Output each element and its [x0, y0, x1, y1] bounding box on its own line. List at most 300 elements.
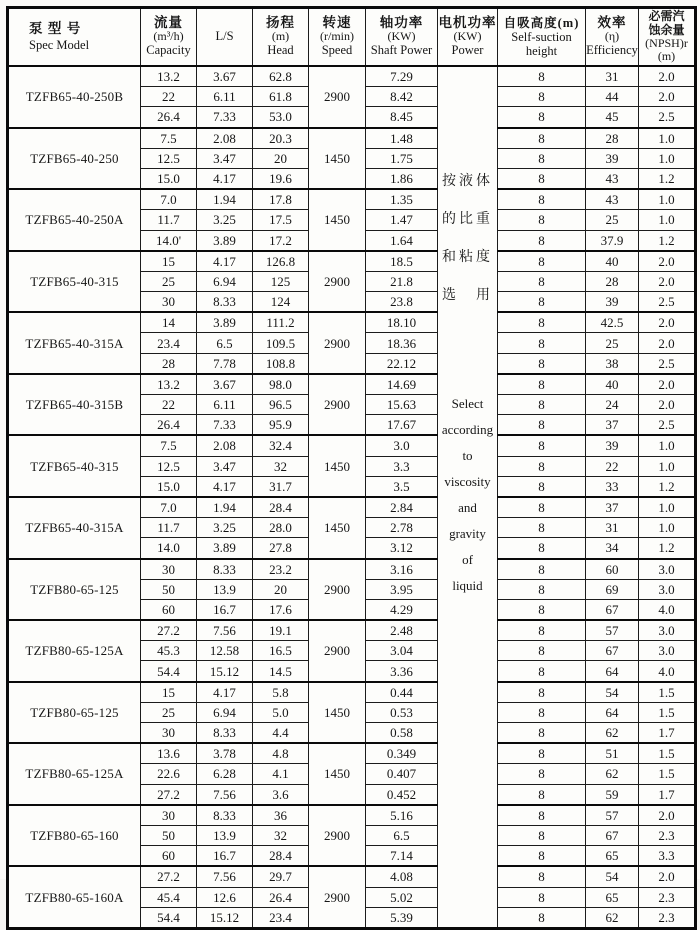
capacity-cell: 22: [141, 395, 197, 415]
shaft-power-cell: 14.69: [366, 374, 438, 395]
speed-cell: 1450: [309, 743, 366, 805]
suction-cell: 8: [498, 825, 586, 845]
efficiency-cell: 40: [586, 251, 639, 272]
head-cell: 53.0: [253, 107, 309, 128]
suction-cell: 8: [498, 887, 586, 907]
efficiency-cell: 39: [586, 292, 639, 313]
efficiency-cell: 65: [586, 887, 639, 907]
head-cell: 20.3: [253, 128, 309, 149]
capacity-cell: 12.5: [141, 456, 197, 476]
header-head: [253, 8, 309, 67]
npsh-cell: 1.0: [639, 189, 696, 210]
shaft-power-cell: 0.349: [366, 743, 438, 764]
ls-cell: 4.17: [197, 251, 253, 272]
npsh-cell: 2.0: [639, 805, 696, 826]
motor-note-line: liquid: [452, 578, 483, 593]
npsh-cell: 1.0: [639, 435, 696, 456]
ls-cell: 13.9: [197, 825, 253, 845]
head-cell: 3.6: [253, 784, 309, 805]
shaft-power-cell: 0.53: [366, 702, 438, 722]
suction-cell: 8: [498, 107, 586, 128]
ls-cell: 2.08: [197, 128, 253, 149]
capacity-cell: 50: [141, 579, 197, 599]
npsh-cell: 1.5: [639, 764, 696, 784]
speed-cell: 1450: [309, 497, 366, 559]
efficiency-cell: 67: [586, 599, 639, 620]
header-model-cn: 泵 型 号: [29, 20, 82, 36]
capacity-cell: 7.0: [141, 189, 197, 210]
capacity-cell: 27.2: [141, 866, 197, 887]
capacity-cell: 13.2: [141, 66, 197, 87]
capacity-cell: 25: [141, 702, 197, 722]
efficiency-cell: 62: [586, 907, 639, 928]
header-eff-en: Efficiency: [586, 43, 638, 58]
pump-spec-table: [6, 6, 697, 930]
head-cell: 4.1: [253, 764, 309, 784]
suction-cell: 8: [498, 148, 586, 168]
header-npsh-l1: 必需汽: [648, 9, 685, 24]
model-cell: TZFB65-40-250B: [8, 66, 141, 128]
shaft-power-cell: 4.29: [366, 599, 438, 620]
ls-cell: 16.7: [197, 599, 253, 620]
shaft-power-cell: 3.36: [366, 661, 438, 682]
speed-cell: 2900: [309, 66, 366, 128]
suction-cell: 8: [498, 620, 586, 641]
model-cell: TZFB80-65-125: [8, 559, 141, 621]
shaft-power-cell: 21.8: [366, 271, 438, 291]
suction-cell: 8: [498, 599, 586, 620]
model-cell: TZFB65-40-250A: [8, 189, 141, 251]
header-motor-unit: (KW): [453, 29, 482, 44]
header-suction-en1: Self-suction: [511, 30, 572, 44]
npsh-cell: 1.2: [639, 538, 696, 559]
head-cell: 23.4: [253, 907, 309, 928]
efficiency-cell: 54: [586, 682, 639, 703]
capacity-cell: 25: [141, 271, 197, 291]
motor-note-line: 按液体: [442, 174, 493, 189]
capacity-cell: 30: [141, 559, 197, 580]
efficiency-cell: 25: [586, 210, 639, 230]
head-cell: 19.6: [253, 168, 309, 189]
model-cell: TZFB65-40-250: [8, 128, 141, 190]
efficiency-cell: 59: [586, 784, 639, 805]
header-suction: [498, 8, 586, 67]
ls-cell: 8.33: [197, 559, 253, 580]
shaft-power-cell: 0.452: [366, 784, 438, 805]
ls-cell: 8.33: [197, 805, 253, 826]
efficiency-cell: 28: [586, 271, 639, 291]
capacity-cell: 45.4: [141, 887, 197, 907]
header-npsh: [639, 8, 696, 67]
suction-cell: 8: [498, 230, 586, 251]
capacity-cell: 13.6: [141, 743, 197, 764]
head-cell: 5.8: [253, 682, 309, 703]
ls-cell: 4.17: [197, 682, 253, 703]
header-speed-en: Speed: [321, 43, 353, 58]
speed-cell: 2900: [309, 805, 366, 867]
head-cell: 28.4: [253, 497, 309, 518]
table-header: [8, 8, 696, 67]
suction-cell: 8: [498, 805, 586, 826]
header-npsh-l4: (m): [657, 49, 676, 64]
ls-cell: 1.94: [197, 189, 253, 210]
npsh-cell: 2.0: [639, 866, 696, 887]
capacity-cell: 28: [141, 353, 197, 374]
head-cell: 32.4: [253, 435, 309, 456]
header-ls: [197, 8, 253, 67]
ls-cell: 6.94: [197, 271, 253, 291]
suction-cell: 8: [498, 415, 586, 436]
ls-cell: 2.08: [197, 435, 253, 456]
efficiency-cell: 31: [586, 66, 639, 87]
shaft-power-cell: 1.64: [366, 230, 438, 251]
suction-cell: 8: [498, 579, 586, 599]
shaft-power-cell: 22.12: [366, 353, 438, 374]
suction-cell: 8: [498, 435, 586, 456]
ls-cell: 7.56: [197, 866, 253, 887]
head-cell: 108.8: [253, 353, 309, 374]
ls-cell: 13.9: [197, 579, 253, 599]
motor-note-chinese: [438, 67, 497, 315]
capacity-cell: 12.5: [141, 148, 197, 168]
shaft-power-cell: 5.39: [366, 907, 438, 928]
ls-cell: 6.5: [197, 333, 253, 353]
shaft-power-cell: 3.12: [366, 538, 438, 559]
suction-cell: 8: [498, 641, 586, 661]
speed-cell: 2900: [309, 312, 366, 374]
table-row: [8, 374, 696, 395]
suction-cell: 8: [498, 66, 586, 87]
head-cell: 20: [253, 579, 309, 599]
shaft-power-cell: 1.75: [366, 148, 438, 168]
capacity-cell: 11.7: [141, 518, 197, 538]
head-cell: 19.1: [253, 620, 309, 641]
npsh-cell: 2.3: [639, 907, 696, 928]
model-cell: TZFB65-40-315: [8, 251, 141, 313]
ls-cell: 8.33: [197, 292, 253, 313]
shaft-power-cell: 15.63: [366, 395, 438, 415]
table-row: [8, 66, 696, 87]
table-row: [8, 805, 696, 826]
head-cell: 32: [253, 456, 309, 476]
suction-cell: 8: [498, 312, 586, 333]
npsh-cell: 1.7: [639, 723, 696, 744]
capacity-cell: 15: [141, 682, 197, 703]
ls-cell: 3.47: [197, 148, 253, 168]
shaft-power-cell: 1.48: [366, 128, 438, 149]
efficiency-cell: 62: [586, 764, 639, 784]
header-shaft-en: Shaft Power: [370, 43, 433, 58]
efficiency-cell: 39: [586, 435, 639, 456]
ls-cell: 3.67: [197, 66, 253, 87]
shaft-power-cell: 18.5: [366, 251, 438, 272]
speed-cell: 1450: [309, 189, 366, 251]
capacity-cell: 23.4: [141, 333, 197, 353]
npsh-cell: 2.5: [639, 353, 696, 374]
table-row: [8, 312, 696, 333]
efficiency-cell: 57: [586, 620, 639, 641]
suction-cell: 8: [498, 189, 586, 210]
head-cell: 124: [253, 292, 309, 313]
head-cell: 23.2: [253, 559, 309, 580]
npsh-cell: 2.0: [639, 87, 696, 107]
shaft-power-cell: 7.14: [366, 846, 438, 867]
ls-cell: 3.78: [197, 743, 253, 764]
header-ls-label: L/S: [215, 29, 234, 44]
npsh-cell: 1.0: [639, 497, 696, 518]
npsh-cell: 2.0: [639, 66, 696, 87]
efficiency-cell: 54: [586, 866, 639, 887]
head-cell: 28.0: [253, 518, 309, 538]
capacity-cell: 15: [141, 251, 197, 272]
efficiency-cell: 34: [586, 538, 639, 559]
head-cell: 61.8: [253, 87, 309, 107]
suction-cell: 8: [498, 538, 586, 559]
npsh-cell: 2.5: [639, 107, 696, 128]
efficiency-cell: 62: [586, 723, 639, 744]
table-row: [8, 620, 696, 641]
npsh-cell: 2.3: [639, 825, 696, 845]
ls-cell: 7.56: [197, 620, 253, 641]
npsh-cell: 2.0: [639, 333, 696, 353]
npsh-cell: 3.3: [639, 846, 696, 867]
capacity-cell: 14.0': [141, 230, 197, 251]
speed-cell: 2900: [309, 620, 366, 682]
head-cell: 4.8: [253, 743, 309, 764]
table-row: [8, 682, 696, 703]
capacity-cell: 60: [141, 599, 197, 620]
speed-cell: 2900: [309, 251, 366, 313]
table-body: [8, 66, 696, 928]
npsh-cell: 2.0: [639, 395, 696, 415]
capacity-cell: 27.2: [141, 784, 197, 805]
head-cell: 28.4: [253, 846, 309, 867]
header-eff-cn: 效率: [597, 14, 627, 30]
efficiency-cell: 42.5: [586, 312, 639, 333]
suction-cell: 8: [498, 846, 586, 867]
table-row: [8, 251, 696, 272]
capacity-cell: 14.0: [141, 538, 197, 559]
head-cell: 98.0: [253, 374, 309, 395]
header-head-unit: (m): [271, 29, 290, 44]
motor-note-line: 选 用: [442, 288, 493, 303]
ls-cell: 15.12: [197, 907, 253, 928]
shaft-power-cell: 1.47: [366, 210, 438, 230]
model-cell: TZFB65-40-315: [8, 435, 141, 497]
motor-note-english: [438, 315, 497, 599]
suction-cell: 8: [498, 723, 586, 744]
npsh-cell: 2.0: [639, 374, 696, 395]
speed-cell: 1450: [309, 435, 366, 497]
suction-cell: 8: [498, 702, 586, 722]
suction-cell: 8: [498, 784, 586, 805]
suction-cell: 8: [498, 128, 586, 149]
ls-cell: 8.33: [197, 723, 253, 744]
header-speed-unit: (r/min): [320, 29, 354, 44]
head-cell: 95.9: [253, 415, 309, 436]
npsh-cell: 1.5: [639, 682, 696, 703]
motor-note-line: of: [462, 552, 473, 567]
header-shaft-power: [366, 8, 438, 67]
efficiency-cell: 69: [586, 579, 639, 599]
ls-cell: 12.58: [197, 641, 253, 661]
npsh-cell: 2.5: [639, 292, 696, 313]
header-motor-en: Power: [451, 43, 484, 58]
ls-cell: 3.89: [197, 230, 253, 251]
header-suction-en2: height: [525, 44, 558, 58]
suction-cell: 8: [498, 661, 586, 682]
shaft-power-cell: 1.35: [366, 189, 438, 210]
head-cell: 27.8: [253, 538, 309, 559]
ls-cell: 7.56: [197, 784, 253, 805]
capacity-cell: 7.5: [141, 128, 197, 149]
shaft-power-cell: 3.95: [366, 579, 438, 599]
header-capacity-cn: 流量: [154, 14, 183, 30]
head-cell: 96.5: [253, 395, 309, 415]
header-speed: [309, 8, 366, 67]
suction-cell: 8: [498, 353, 586, 374]
ls-cell: 6.11: [197, 87, 253, 107]
shaft-power-cell: 8.45: [366, 107, 438, 128]
efficiency-cell: 44: [586, 87, 639, 107]
efficiency-cell: 31: [586, 518, 639, 538]
table-row: [8, 559, 696, 580]
shaft-power-cell: 5.16: [366, 805, 438, 826]
capacity-cell: 22.6: [141, 764, 197, 784]
header-capacity-en: Capacity: [146, 43, 191, 58]
efficiency-cell: 39: [586, 148, 639, 168]
head-cell: 17.8: [253, 189, 309, 210]
head-cell: 31.7: [253, 476, 309, 497]
efficiency-cell: 60: [586, 559, 639, 580]
efficiency-cell: 37: [586, 497, 639, 518]
table-row: [8, 497, 696, 518]
shaft-power-cell: 1.86: [366, 168, 438, 189]
header-motor-cn: 电机功率: [438, 14, 497, 30]
header-capacity-unit: (m³/h): [153, 29, 184, 44]
head-cell: 32: [253, 825, 309, 845]
shaft-power-cell: 18.36: [366, 333, 438, 353]
suction-cell: 8: [498, 456, 586, 476]
table-row: [8, 743, 696, 764]
ls-cell: 6.11: [197, 395, 253, 415]
ls-cell: 3.89: [197, 538, 253, 559]
shaft-power-cell: 4.08: [366, 866, 438, 887]
npsh-cell: 1.5: [639, 702, 696, 722]
efficiency-cell: 33: [586, 476, 639, 497]
header-shaft-unit: (KW): [387, 29, 416, 44]
motor-power-note-cell: [438, 66, 498, 928]
speed-cell: 1450: [309, 682, 366, 744]
head-cell: 20: [253, 148, 309, 168]
npsh-cell: 1.0: [639, 128, 696, 149]
shaft-power-cell: 18.10: [366, 312, 438, 333]
npsh-cell: 1.2: [639, 476, 696, 497]
head-cell: 111.2: [253, 312, 309, 333]
ls-cell: 3.89: [197, 312, 253, 333]
efficiency-cell: 37: [586, 415, 639, 436]
table-row: [8, 435, 696, 456]
header-speed-cn: 转速: [322, 14, 352, 30]
suction-cell: 8: [498, 866, 586, 887]
head-cell: 17.2: [253, 230, 309, 251]
suction-cell: 8: [498, 374, 586, 395]
npsh-cell: 4.0: [639, 599, 696, 620]
header-model-en: Spec Model: [29, 37, 90, 52]
efficiency-cell: 65: [586, 846, 639, 867]
head-cell: 109.5: [253, 333, 309, 353]
npsh-cell: 1.7: [639, 784, 696, 805]
npsh-cell: 1.0: [639, 456, 696, 476]
capacity-cell: 45.3: [141, 641, 197, 661]
model-cell: TZFB80-65-160A: [8, 866, 141, 928]
suction-cell: 8: [498, 476, 586, 497]
shaft-power-cell: 0.44: [366, 682, 438, 703]
shaft-power-cell: 3.3: [366, 456, 438, 476]
efficiency-cell: 57: [586, 805, 639, 826]
capacity-cell: 22: [141, 87, 197, 107]
suction-cell: 8: [498, 559, 586, 580]
model-cell: TZFB65-40-315B: [8, 374, 141, 436]
speed-cell: 2900: [309, 559, 366, 621]
shaft-power-cell: 3.5: [366, 476, 438, 497]
model-cell: TZFB65-40-315A: [8, 497, 141, 559]
suction-cell: 8: [498, 518, 586, 538]
capacity-cell: 30: [141, 723, 197, 744]
motor-note-line: 和粘度: [442, 250, 493, 265]
shaft-power-cell: 23.8: [366, 292, 438, 313]
header-model: [8, 8, 141, 67]
capacity-cell: 15.0: [141, 476, 197, 497]
ls-cell: 3.67: [197, 374, 253, 395]
ls-cell: 4.17: [197, 476, 253, 497]
header-npsh-l3: (NPSH)r: [645, 36, 688, 50]
suction-cell: 8: [498, 210, 586, 230]
head-cell: 36: [253, 805, 309, 826]
suction-cell: 8: [498, 497, 586, 518]
capacity-cell: 26.4: [141, 107, 197, 128]
npsh-cell: 1.2: [639, 230, 696, 251]
capacity-cell: 7.5: [141, 435, 197, 456]
ls-cell: 4.17: [197, 168, 253, 189]
shaft-power-cell: 0.407: [366, 764, 438, 784]
model-cell: TZFB65-40-315A: [8, 312, 141, 374]
efficiency-cell: 22: [586, 456, 639, 476]
header-suction-cn: 自吸高度(m): [503, 16, 580, 30]
efficiency-cell: 45: [586, 107, 639, 128]
efficiency-cell: 43: [586, 189, 639, 210]
efficiency-cell: 64: [586, 661, 639, 682]
speed-cell: 1450: [309, 128, 366, 190]
head-cell: 17.6: [253, 599, 309, 620]
header-npsh-l2: 蚀余量: [648, 22, 685, 37]
shaft-power-cell: 3.04: [366, 641, 438, 661]
ls-cell: 3.25: [197, 210, 253, 230]
efficiency-cell: 38: [586, 353, 639, 374]
efficiency-cell: 24: [586, 395, 639, 415]
header-shaft-cn: 轴功率: [379, 14, 424, 30]
head-cell: 4.4: [253, 723, 309, 744]
model-cell: TZFB80-65-160: [8, 805, 141, 867]
head-cell: 17.5: [253, 210, 309, 230]
efficiency-cell: 51: [586, 743, 639, 764]
header-row: [8, 8, 696, 67]
capacity-cell: 50: [141, 825, 197, 845]
npsh-cell: 1.5: [639, 743, 696, 764]
npsh-cell: 1.2: [639, 168, 696, 189]
capacity-cell: 7.0: [141, 497, 197, 518]
efficiency-cell: 43: [586, 168, 639, 189]
